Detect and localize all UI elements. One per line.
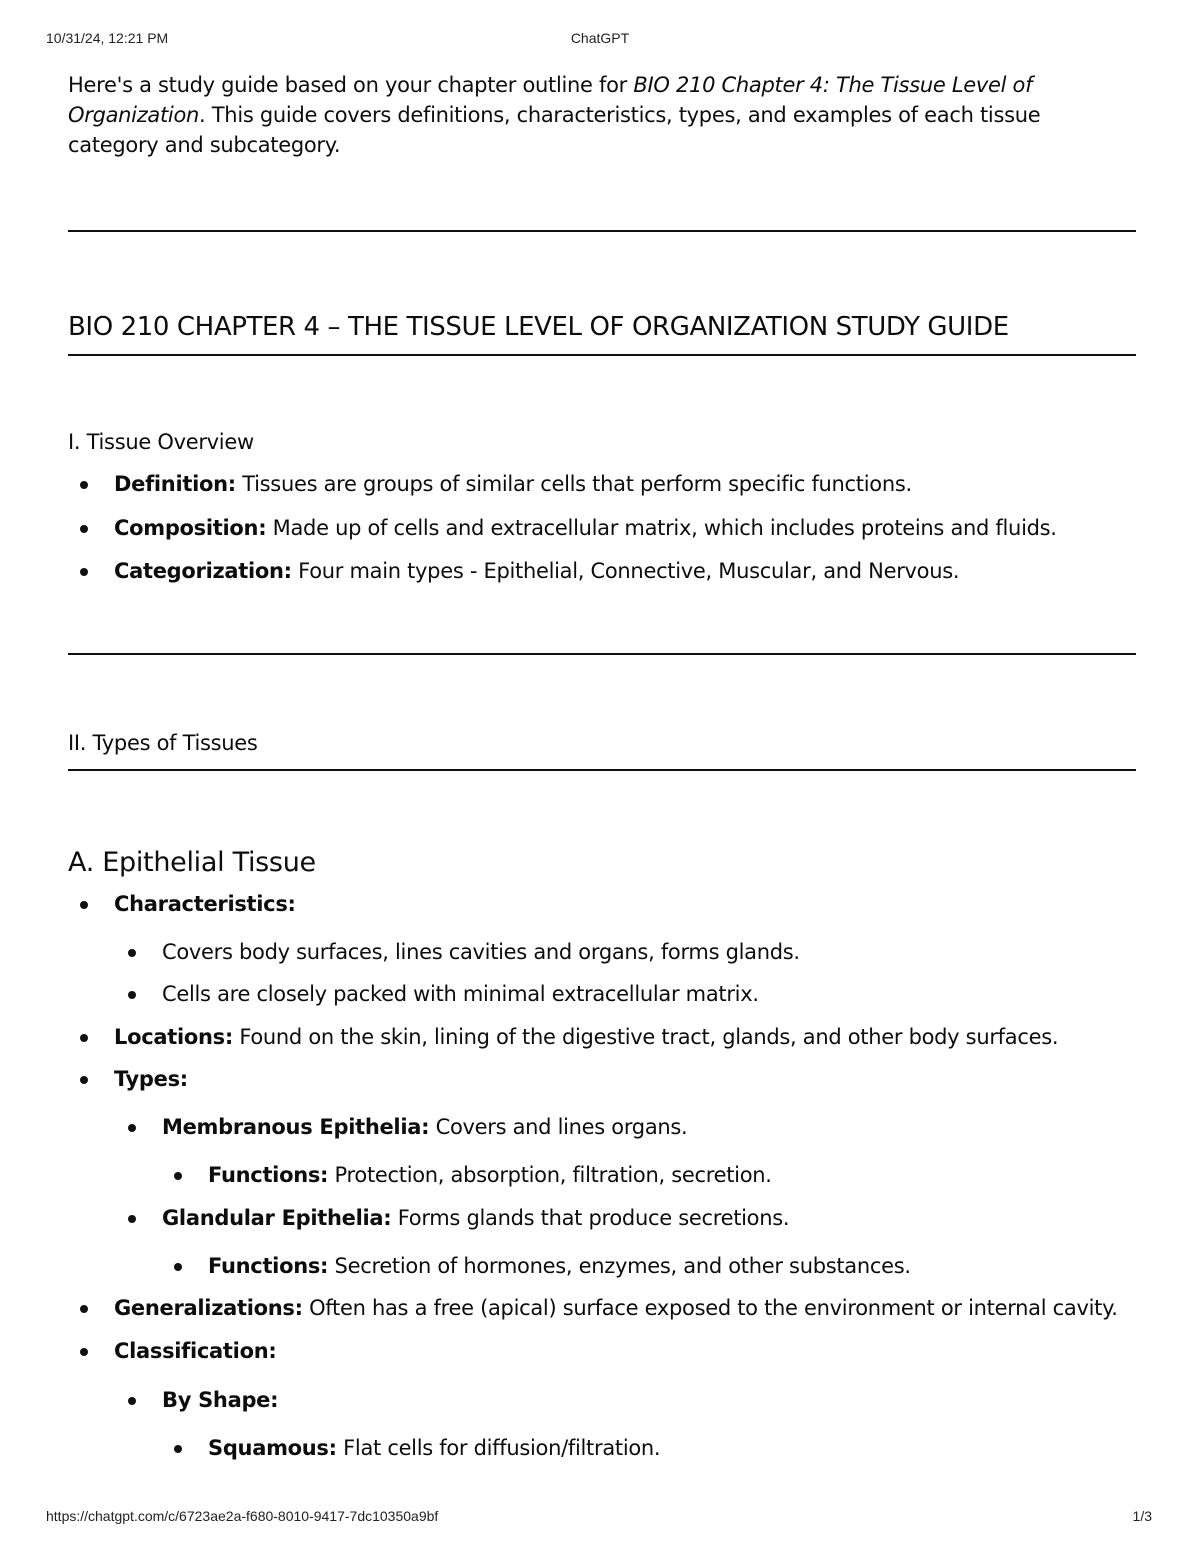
term-label: Squamous: bbox=[208, 1436, 337, 1460]
list-item bbox=[68, 980, 1136, 1008]
term-text: Found on the skin, lining of the digestive tract, glands, and other body surfaces. bbox=[232, 1025, 1059, 1049]
section-heading-tissue-overview: I. Tissue Overview bbox=[68, 430, 254, 454]
list-item bbox=[68, 1065, 1136, 1093]
term-label: Characteristics: bbox=[114, 892, 296, 916]
list-item bbox=[68, 1113, 1136, 1141]
term-label: Composition: bbox=[114, 516, 267, 540]
page-number: 1/3 bbox=[1132, 1508, 1152, 1524]
term-label: Generalizations: bbox=[114, 1296, 303, 1320]
print-datetime: 10/31/24, 12:21 PM bbox=[46, 30, 169, 46]
divider bbox=[68, 230, 1136, 232]
term-label: Locations: bbox=[114, 1025, 233, 1049]
list-item bbox=[68, 1337, 1136, 1365]
term-text: Secretion of hormones, enzymes, and other substances. bbox=[328, 1254, 911, 1278]
term-label: Classification: bbox=[114, 1339, 277, 1363]
list-item bbox=[68, 1023, 1136, 1051]
term-label: Functions: bbox=[208, 1254, 329, 1278]
intro-chapter-title: BIO 210 Chapter 4: The Tissue Level of Organization bbox=[68, 73, 1033, 127]
divider bbox=[68, 653, 1136, 655]
term-label: By Shape: bbox=[162, 1388, 279, 1412]
list-item bbox=[68, 1386, 1136, 1414]
section-underline bbox=[68, 769, 1136, 771]
list-item bbox=[68, 890, 1136, 918]
intro-text-end: . This guide covers definitions, characteristics, types, and examples of each tissue category and subcategory. bbox=[68, 103, 1041, 157]
term-text: Covers and lines organs. bbox=[429, 1115, 688, 1139]
term-label: Membranous Epithelia: bbox=[162, 1115, 430, 1139]
guide-title: BIO 210 CHAPTER 4 – THE TISSUE LEVEL OF ORGANIZATION STUDY GUIDE bbox=[68, 312, 1009, 342]
term-text: Often has a free (apical) surface exposed to the environment or internal cavity. bbox=[302, 1296, 1118, 1320]
list-item bbox=[68, 1294, 1136, 1322]
list-item bbox=[68, 470, 1136, 498]
term-label: Glandular Epithelia: bbox=[162, 1206, 392, 1230]
list-item bbox=[68, 1204, 1136, 1232]
document-content bbox=[68, 70, 1136, 1462]
term-text: Tissues are groups of similar cells that perform specific functions. bbox=[235, 472, 912, 496]
title-underline bbox=[68, 354, 1136, 356]
epithelial-list bbox=[68, 890, 1136, 1462]
list-item bbox=[68, 1434, 1136, 1462]
term-text: Protection, absorption, filtration, secretion. bbox=[328, 1163, 772, 1187]
print-page-title: ChatGPT bbox=[570, 30, 630, 46]
term-label: Definition: bbox=[114, 472, 236, 496]
term-text: Flat cells for diffusion/filtration. bbox=[336, 1436, 661, 1460]
list-item bbox=[68, 1161, 1136, 1189]
item-text: Cells are closely packed with minimal extracellular matrix. bbox=[162, 982, 759, 1006]
term-label: Functions: bbox=[208, 1163, 329, 1187]
tissue-overview-list bbox=[68, 470, 1136, 585]
item-text: Covers body surfaces, lines cavities and organs, forms glands. bbox=[162, 940, 800, 964]
term-label: Categorization: bbox=[114, 559, 292, 583]
intro-paragraph bbox=[68, 70, 1136, 160]
term-label: Types: bbox=[114, 1067, 188, 1091]
term-text: Made up of cells and extracellular matrix, which includes proteins and fluids. bbox=[266, 516, 1057, 540]
list-item bbox=[68, 938, 1136, 966]
section-heading-types-of-tissues: II. Types of Tissues bbox=[68, 731, 258, 755]
list-item bbox=[68, 514, 1136, 542]
print-url: https://chatgpt.com/c/6723ae2a-f680-8010-9417-7dc10350a9bf bbox=[46, 1508, 439, 1524]
term-text: Forms glands that produce secretions. bbox=[391, 1206, 790, 1230]
subsection-heading-epithelial: A. Epithelial Tissue bbox=[68, 847, 316, 878]
intro-text: Here's a study guide based on your chapter outline for bbox=[68, 73, 634, 97]
term-text: Four main types - Epithelial, Connective, Muscular, and Nervous. bbox=[291, 559, 960, 583]
list-item bbox=[68, 557, 1136, 585]
list-item bbox=[68, 1252, 1136, 1280]
